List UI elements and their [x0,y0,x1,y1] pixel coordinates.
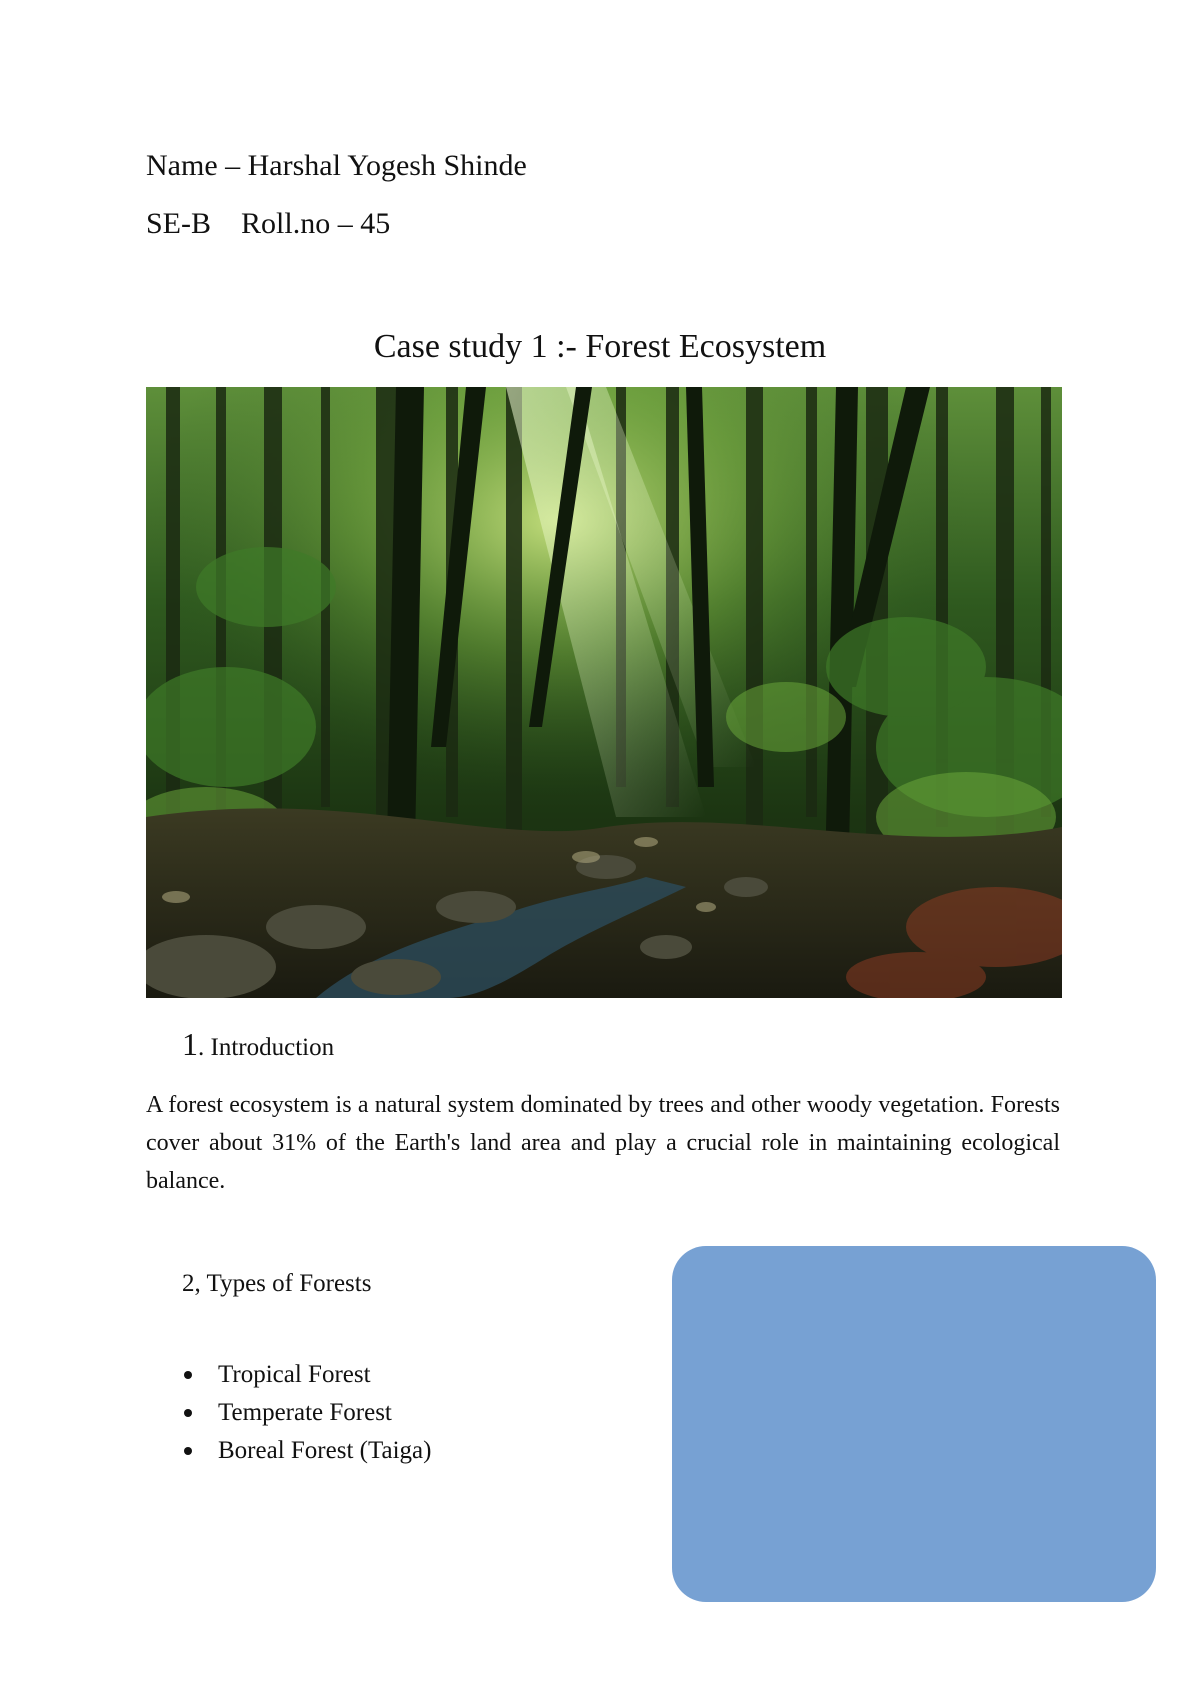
section-number: 1 [182,1026,198,1062]
page-title: Case study 1 :- Forest Ecosystem [373,328,827,365]
section-heading-introduction [182,1024,334,1068]
section-heading-text: . Introduction [198,1034,335,1061]
student-name: Name – Harshal Yogesh Shinde [146,149,527,182]
section-heading-types: 2, Types of Forests [182,1270,372,1297]
list-item: Temperate Forest [182,1394,431,1432]
callout-box [672,1246,1156,1602]
list-item: Boreal Forest (Taiga) [182,1432,431,1470]
introduction-paragraph: A forest ecosystem is a natural system dominated by trees and other woody vegetation. Forests cover about 31% of the Earth's land area and play a crucial role in maintaining ecological balance. [146,1092,1060,1194]
forest-photo [146,387,1062,998]
list-item: Tropical Forest [182,1356,431,1394]
class-roll-number: SE-B Roll.no – 45 [146,207,391,240]
forest-types-list [182,1356,431,1470]
